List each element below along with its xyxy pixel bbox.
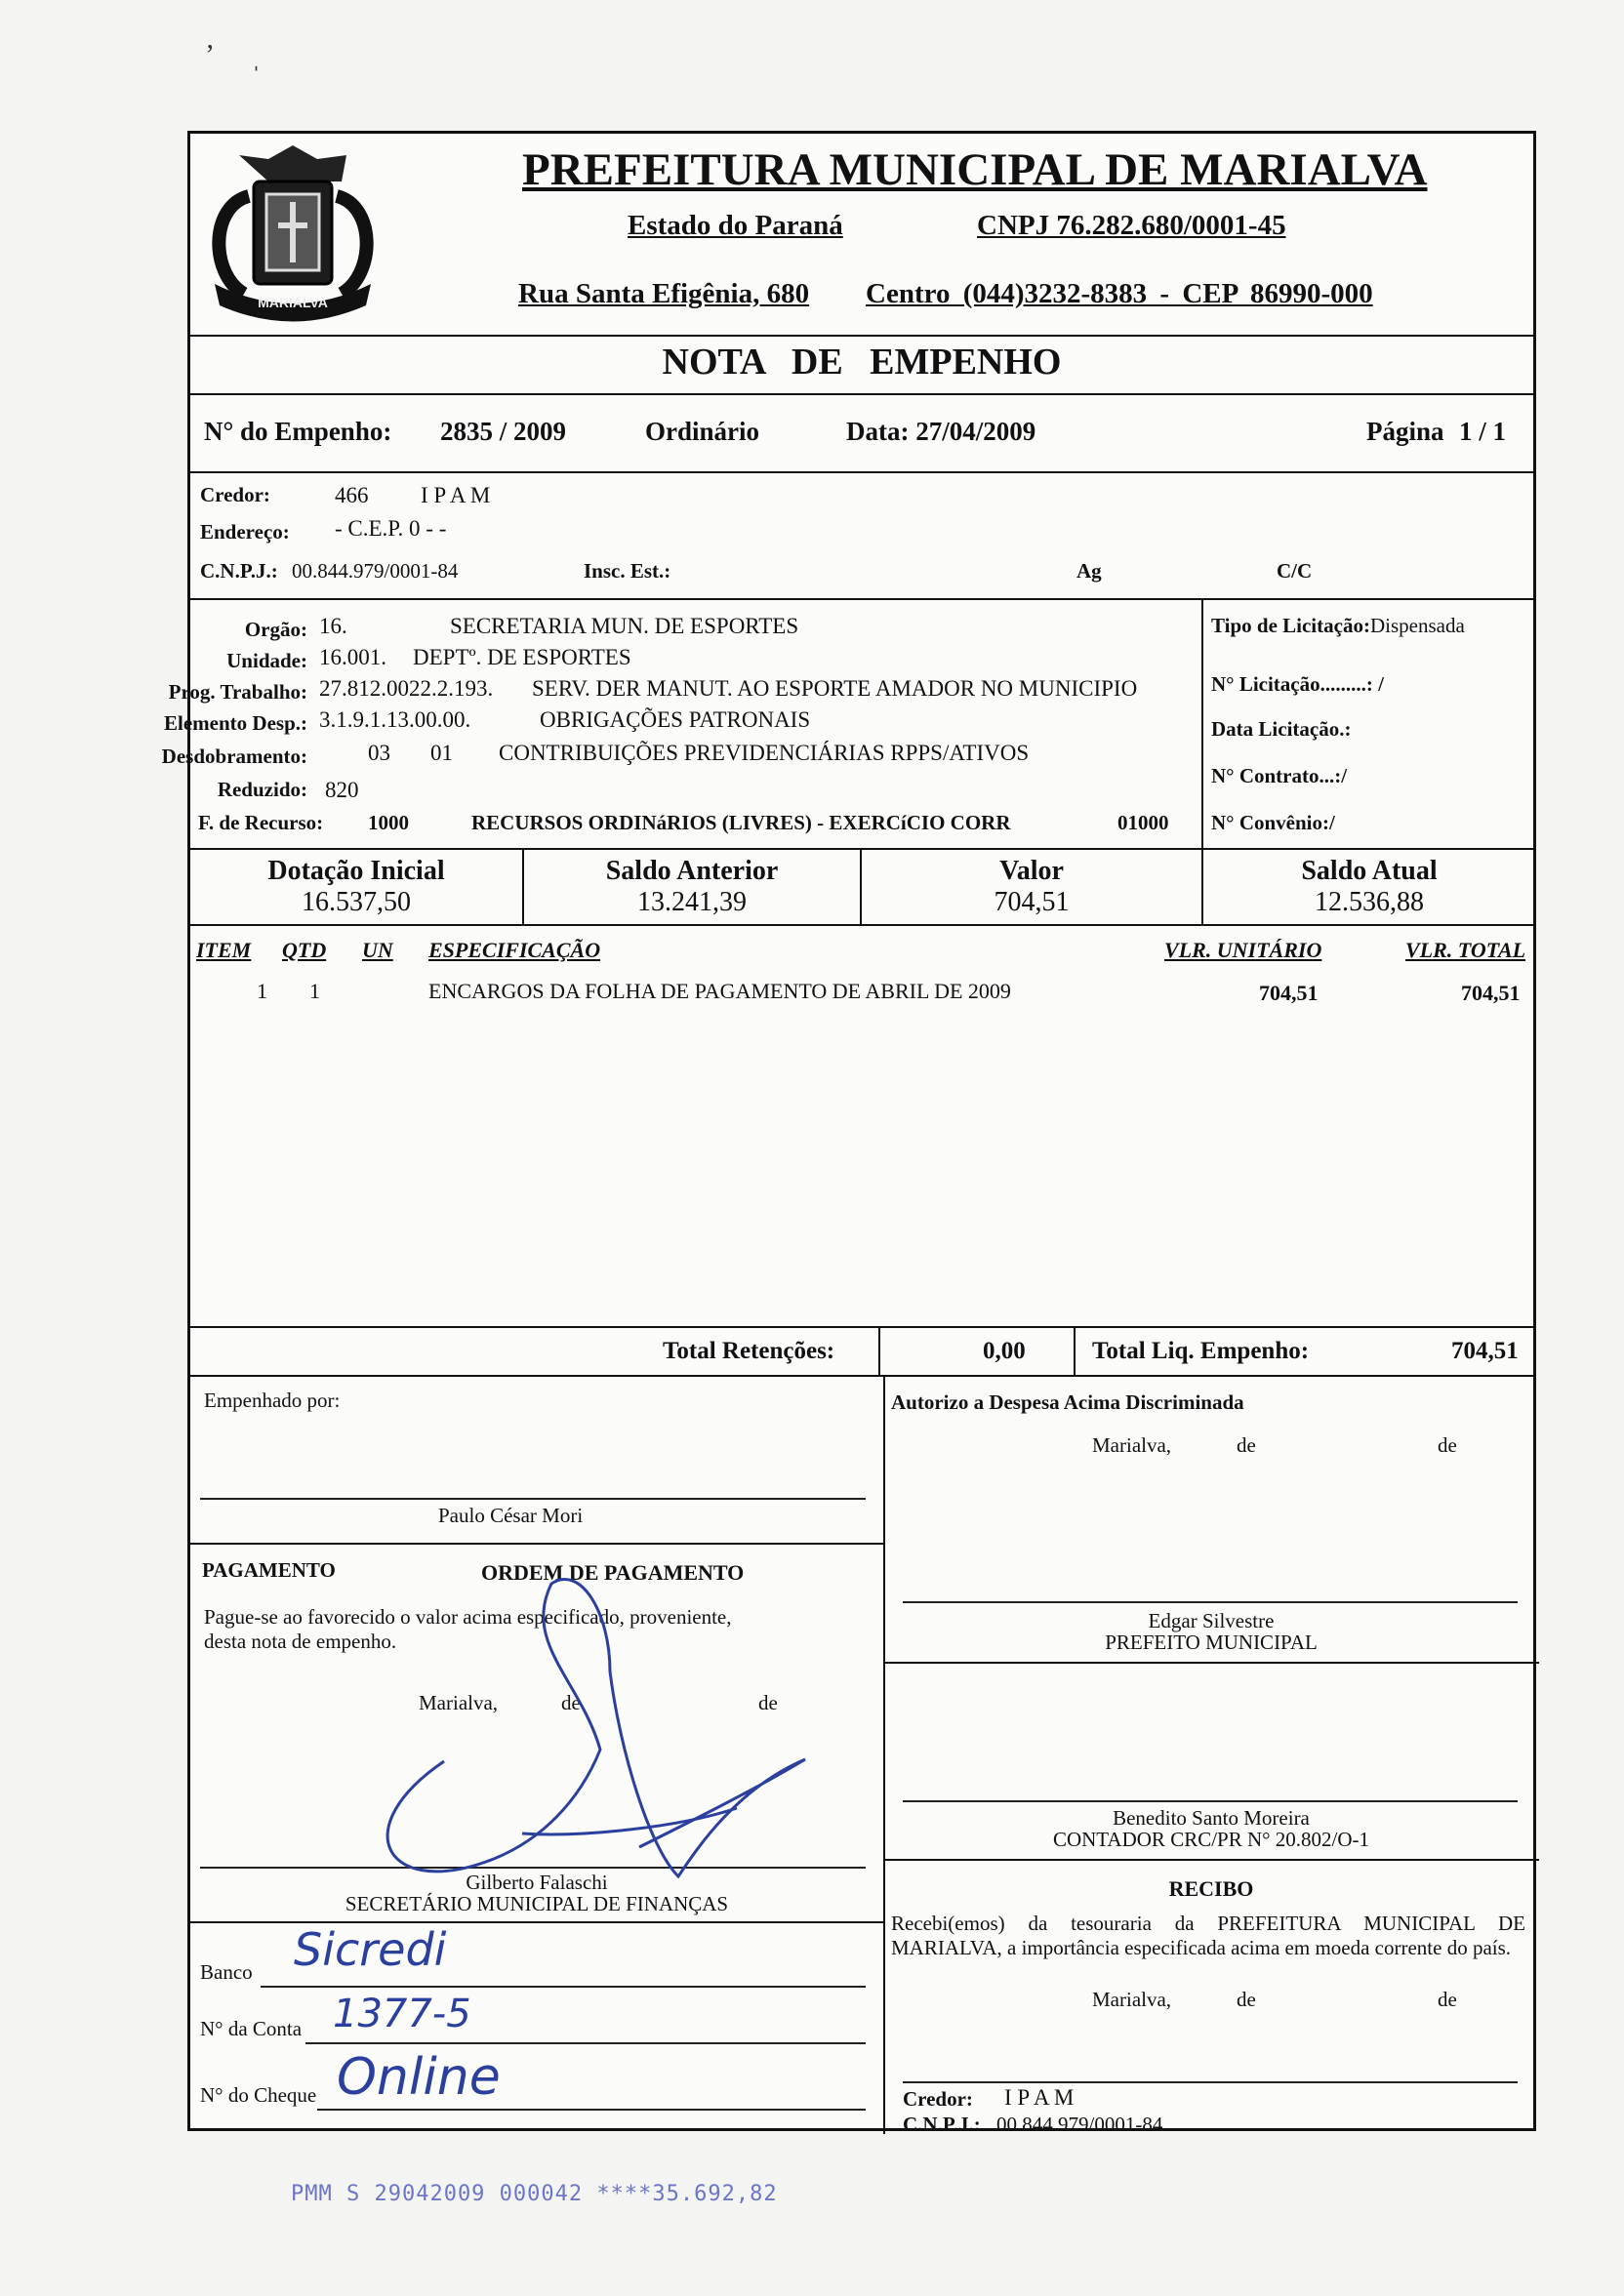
numero-contrato: N° Contrato...:/ [1211, 764, 1348, 787]
balance-row [190, 850, 1533, 926]
total-retencoes-label: Total Retenções: [663, 1338, 835, 1364]
recibo-credor-value: I P A M [1004, 2085, 1075, 2110]
empenho-info-row [190, 395, 1533, 473]
autorizo-de-2: de [1438, 1433, 1457, 1457]
banco-handwritten: Sicredi [294, 1923, 447, 1976]
prog-trabalho-description: SERV. DER MANUT. AO ESPORTE AMADOR NO MUNICIPIO [532, 676, 1138, 701]
column-header-vlr-unitario: VLR. UNITÁRIO [1164, 938, 1322, 962]
empenhado-por-label: Empenhado por: [204, 1389, 341, 1412]
autorizo-city: Marialva, [1092, 1433, 1172, 1457]
secretario-name: Gilberto Falaschi [466, 1871, 608, 1894]
creditor-section [190, 473, 1533, 600]
recibo-cnpj-value: 00.844.979/0001-84 [996, 2113, 1163, 2136]
column-header-vlr-total: VLR. TOTAL [1405, 938, 1526, 962]
document-title-bar [190, 337, 1533, 395]
recurso-code: 1000 [368, 811, 409, 834]
pagamento-de-2: de [758, 1691, 778, 1714]
recibo-city: Marialva, [1092, 1988, 1172, 2011]
conta-label: N° da Conta [200, 2017, 303, 2040]
creditor-name: I P A M [421, 483, 491, 507]
item-row-1-item: 1 [257, 979, 267, 1003]
prog-trabalho-code: 27.812.0022.2.193. [319, 676, 494, 701]
recurso-code-2: 01000 [1117, 811, 1169, 834]
desdobramento-description: CONTRIBUIÇÕES PREVIDENCIÁRIAS RPPS/ATIVOS [499, 741, 1030, 765]
prog-trabalho-label: Prog. Trabalho: [168, 680, 307, 704]
prefeito-name: Edgar Silvestre [1148, 1609, 1275, 1632]
total-retencoes-value: 0,00 [983, 1338, 1026, 1364]
agency-label: Ag [1076, 559, 1102, 583]
unidade-code: 16.001. [319, 645, 386, 669]
scan-marks: ʼ ˌ [205, 39, 262, 71]
empenho-number: 2835 / 2009 [440, 417, 567, 446]
elemento-description: OBRIGAÇÕES PATRONAIS [540, 707, 811, 732]
nota-de-empenho-form [161, 131, 1536, 2136]
recibo-text: Recebi(emos) da tesouraria da PREFEITURA MUNICIPAL DE MARIALVA, a importância especificada acima em moeda corrente do país. [891, 1912, 1525, 1959]
orgao-description: SECRETARIA MUN. DE ESPORTES [450, 614, 799, 638]
item-row-1-unit-value: 704,51 [1259, 981, 1319, 1005]
pagamento-de-1: de [561, 1691, 581, 1714]
empenho-type: Ordinário [645, 417, 760, 446]
dotacao-inicial-value: 16.537,50 [302, 887, 411, 917]
creditor-cnpj-label: C.N.P.J.: [200, 559, 278, 583]
empenhado-por-name: Paulo César Mori [438, 1504, 584, 1527]
desdobramento-code-2: 01 [430, 741, 453, 765]
desdobramento-label: Desdobramento: [161, 745, 307, 768]
pagamento-text: Pague-se ao favorecido o valor acima especificado, proveniente, desta nota de empenho. [204, 1605, 732, 1653]
page-number: 1 / 1 [1459, 417, 1507, 446]
banco-label: Banco [200, 1960, 253, 1984]
numero-licitacao: N° Licitação.........: / [1211, 672, 1384, 696]
empenhado-signature-line [200, 1498, 866, 1500]
cheque-handwritten: Online [337, 2048, 501, 2107]
items-section [190, 926, 1533, 1328]
creditor-code: 466 [335, 483, 369, 507]
total-liquido-label: Total Liq. Empenho: [1092, 1338, 1310, 1364]
contador-signature-line [903, 1800, 1518, 1802]
recurso-label: F. de Recurso: [198, 811, 324, 834]
prefeito-signature-line [903, 1601, 1518, 1603]
state-name: Estado do Paraná [628, 210, 843, 241]
header-section [190, 134, 1533, 337]
recibo-de-1: de [1237, 1988, 1256, 2011]
banco-line [261, 1986, 866, 1988]
autorizo-label: Autorizo a Despesa Acima Discriminada [891, 1390, 1244, 1414]
recibo-de-2: de [1438, 1988, 1457, 2011]
item-row-1-qtd: 1 [309, 979, 320, 1003]
budget-section [161, 600, 1533, 850]
empenho-date: Data: 27/04/2009 [846, 417, 1036, 446]
svg-text:MARIALVA: MARIALVA [258, 295, 328, 310]
orgao-code: 16. [319, 614, 347, 638]
pagamento-label: PAGAMENTO [202, 1558, 336, 1582]
dotacao-inicial-label: Dotação Inicial [267, 856, 445, 886]
summary-row [190, 1328, 1533, 1377]
recibo-credor-label: Credor: [903, 2087, 973, 2111]
recibo-signature-line [903, 2081, 1518, 2083]
recibo-cnpj-label: C.N.P.J.: [903, 2113, 981, 2136]
conta-handwritten: 1377-5 [333, 1992, 471, 2036]
cheque-label: N° do Cheque [200, 2083, 317, 2107]
cheque-line [317, 2109, 866, 2111]
contador-role: CONTADOR CRC/PR N° 20.802/O-1 [1052, 1828, 1370, 1851]
elemento-label: Elemento Desp.: [164, 711, 307, 735]
lower-divider [883, 1377, 885, 2134]
column-header-qtd: QTD [282, 938, 327, 962]
page-label: Página [1366, 417, 1444, 446]
numero-convenio: N° Convênio:/ [1211, 811, 1335, 834]
secretario-role: SECRETÁRIO MUNICIPAL DE FINANÇAS [345, 1892, 729, 1915]
creditor-cnpj: 00.844.979/0001-84 [292, 559, 459, 583]
reduzido-value: 820 [325, 778, 359, 802]
creditor-label: Credor: [200, 483, 270, 506]
municipality-cnpj: CNPJ 76.282.680/0001-45 [977, 210, 1286, 241]
item-row-1-description: ENCARGOS DA FOLHA DE PAGAMENTO DE ABRIL DE 2009 [428, 979, 1011, 1003]
municipal-crest-icon [200, 138, 386, 333]
elemento-code: 3.1.9.1.13.00.00. [319, 707, 471, 732]
column-header-item: ITEM [196, 938, 252, 962]
address-label: Endereço: [200, 520, 290, 544]
conta-line [305, 2042, 866, 2044]
saldo-anterior-value: 13.241,39 [637, 887, 747, 917]
column-header-un: UN [362, 938, 393, 962]
saldo-anterior-label: Saldo Anterior [605, 856, 779, 886]
item-row-1-total-value: 704,51 [1461, 981, 1521, 1005]
reduzido-label: Reduzido: [217, 778, 307, 801]
secretario-signature [288, 1554, 834, 1925]
unidade-label: Unidade: [226, 649, 307, 672]
recibo-title: RECIBO [1168, 1876, 1254, 1901]
municipality-address: Rua Santa Efigênia, 680 [518, 278, 810, 309]
data-licitacao: Data Licitação.: [1211, 717, 1352, 741]
saldo-atual-value: 12.536,88 [1315, 887, 1424, 917]
empenho-number-label: N° do Empenho: [204, 417, 392, 446]
municipality-title: PREFEITURA MUNICIPAL DE MARIALVA [522, 144, 1428, 195]
autorizo-de-1: de [1237, 1433, 1256, 1457]
total-liquido-value: 704,51 [1451, 1338, 1519, 1364]
recurso-description: RECURSOS ORDINáRIOS (LIVRES) - EXERCíCIO CORR [471, 811, 1011, 834]
orgao-label: Orgão: [244, 618, 307, 641]
address-value: - C.E.P. 0 - - [335, 516, 447, 541]
valor-value: 704,51 [994, 887, 1070, 917]
account-label: C/C [1277, 559, 1313, 583]
column-header-especificacao: ESPECIFICAÇÃO [428, 938, 601, 962]
unidade-description: DEPTº. DE ESPORTES [413, 645, 631, 669]
prefeito-role: PREFEITO MUNICIPAL [1105, 1631, 1318, 1654]
validation-stamp-code: PMM S 29042009 000042 ****35.692,82 [291, 2182, 778, 2206]
saldo-atual-label: Saldo Atual [1301, 856, 1438, 886]
tipo-licitacao: Tipo de Licitação:Dispensada [1211, 614, 1465, 637]
pagamento-city: Marialva, [419, 1691, 499, 1714]
desdobramento-code-1: 03 [368, 741, 390, 765]
valor-label: Valor [999, 856, 1064, 886]
ordem-pagamento-label: ORDEM DE PAGAMENTO [481, 1560, 745, 1585]
contador-name: Benedito Santo Moreira [1113, 1806, 1310, 1830]
state-registration-label: Insc. Est.: [584, 559, 671, 583]
document-title: NOTA DE EMPENHO [662, 342, 1062, 383]
municipality-contact: Centro (044)3232-8383 - CEP 86990-000 [866, 278, 1373, 309]
